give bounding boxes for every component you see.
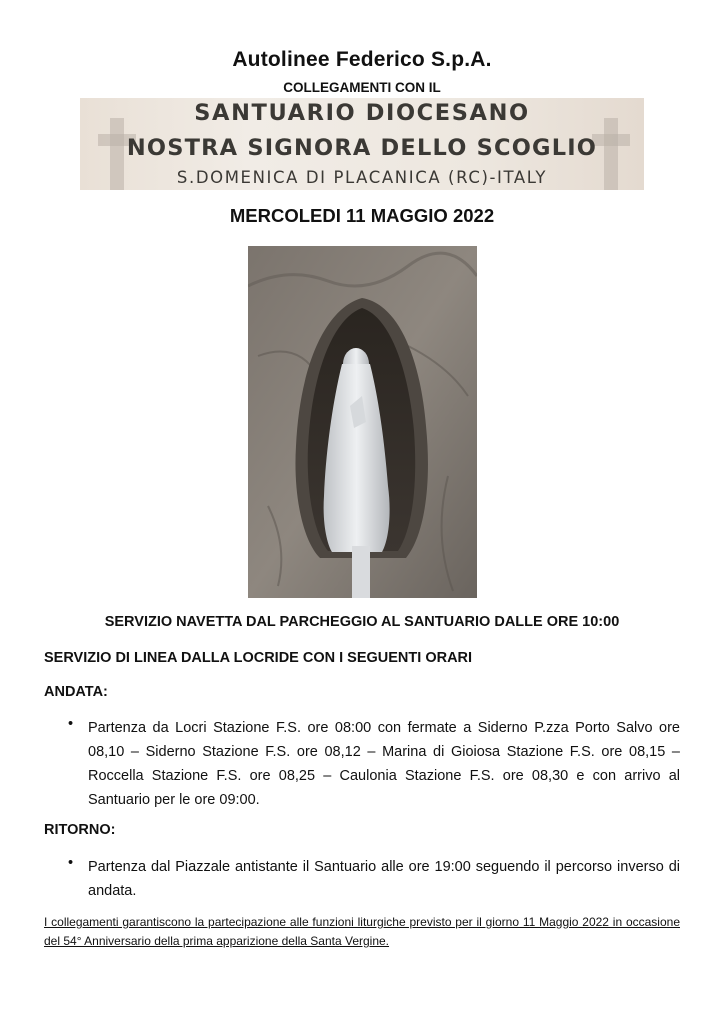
line-service-heading: SERVIZIO DI LINEA DALLA LOCRIDE CON I SEGUENTI ORARI <box>44 650 473 666</box>
ritorno-heading: RITORNO: <box>44 822 116 838</box>
ritorno-schedule: Partenza dal Piazzale antistante il Santuario alle ore 19:00 seguendo il percorso inverso di andata. <box>88 859 680 899</box>
sanctuary-banner <box>80 98 644 190</box>
company-name: Autolinee Federico S.p.A. <box>232 48 492 71</box>
shuttle-service: SERVIZIO NAVETTA DAL PARCHEGGIO AL SANTUARIO DALLE ORE 10:00 <box>104 614 620 630</box>
footnote: I collegamenti garantiscono la partecipazione alle funzioni liturgiche previsto per il giorno 11 Maggio 2022 in occasione del 54° Anniversario della prima apparizione della Santa Vergine. <box>44 915 680 948</box>
banner-subtitle: NOSTRA SIGNORA DELLO SCOGLIO <box>126 135 598 161</box>
event-date: MERCOLEDI 11 MAGGIO 2022 <box>229 205 495 226</box>
statue-photo <box>248 246 477 598</box>
andata-heading: ANDATA: <box>44 684 108 700</box>
andata-bullet: • <box>68 716 74 732</box>
andata-schedule: Partenza da Locri Stazione F.S. ore 08:00 con fermate a Siderno P.zza Porto Salvo ore 08,10 – Siderno Stazione F.S. ore 08,12 – Marina di Gioiosa Stazione F.S. ore 08,15 – Roccella Stazione F.S. ore 08,25 – Caulonia Stazione F.S. ore 08,30 e con arrivo al Santuario per le ore 09:00. <box>88 720 680 808</box>
ritorno-bullet: • <box>68 855 74 871</box>
banner-title: SANTUARIO DIOCESANO <box>194 100 530 126</box>
subtitle: COLLEGAMENTI CON IL <box>283 80 441 95</box>
banner-location: S.DOMENICA DI PLACANICA (RC)-ITALY <box>176 168 548 187</box>
